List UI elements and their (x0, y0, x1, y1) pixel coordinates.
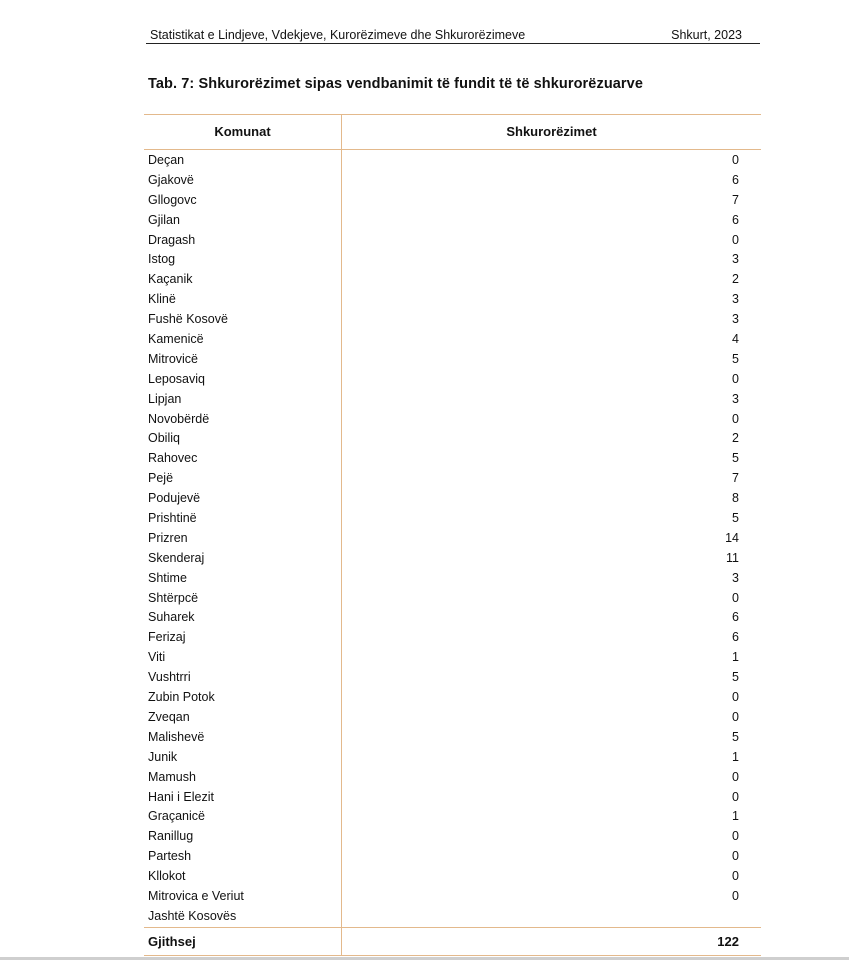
table-row (144, 847, 761, 867)
table-row (144, 807, 761, 827)
divorce-count: 5 (732, 729, 739, 744)
municipality-name: Fushë Kosovë (148, 312, 228, 327)
divorce-count: 3 (732, 391, 739, 406)
table-row (144, 151, 761, 171)
table-row (144, 370, 761, 390)
municipality-name: Jashtë Kosovës (148, 908, 237, 923)
municipality-name: Prizren (148, 530, 188, 545)
divorce-count: 0 (732, 829, 739, 844)
municipality-name: Rahovec (148, 451, 198, 466)
table-row (144, 330, 761, 350)
municipality-name: Istog (148, 252, 176, 267)
municipality-name: Gjilan (148, 212, 180, 227)
table-row (144, 489, 761, 509)
divorce-count: 1 (732, 809, 739, 824)
table-row (144, 250, 761, 270)
divorce-count: 6 (732, 610, 739, 625)
municipality-name: Obiliq (148, 431, 180, 446)
table-row (144, 350, 761, 370)
table-row (144, 788, 761, 808)
municipality-name: Kamenicë (148, 332, 204, 347)
municipality-name: Klinë (148, 292, 176, 307)
table-total-row (144, 927, 761, 956)
municipality-name: Zubin Potok (148, 690, 215, 705)
municipality-name: Kaçanik (148, 272, 193, 287)
divorce-count: 11 (726, 550, 739, 565)
divorce-count: 5 (732, 670, 739, 685)
divorce-count: 6 (732, 172, 739, 187)
divorce-count: 6 (732, 212, 739, 227)
divorce-count: 7 (732, 471, 739, 486)
divorce-count: 0 (732, 789, 739, 804)
municipality-name: Partesh (148, 849, 192, 864)
divorce-count: 0 (732, 153, 739, 167)
total-value: 122 (717, 933, 739, 949)
municipality-name: Prishtinë (148, 511, 197, 526)
table-row (144, 429, 761, 449)
table-row (144, 191, 761, 211)
divorce-count: 14 (725, 530, 739, 545)
divorce-count: 0 (732, 709, 739, 724)
table-row (144, 748, 761, 768)
table-row (144, 529, 761, 549)
table-row (144, 608, 761, 628)
municipality-name: Gjakovë (148, 172, 194, 187)
column-header-municipality: Komunat (144, 115, 342, 149)
municipality-name: Deçan (148, 153, 185, 167)
municipality-name: Gllogovc (148, 192, 197, 207)
table-row (144, 589, 761, 609)
divorce-count: 5 (732, 511, 739, 526)
table-row (144, 310, 761, 330)
table-row (144, 211, 761, 231)
table-title: Tab. 7: Shkurorëzimet sipas vendbanimit të fundit të të shkurorëzuarve (148, 76, 644, 92)
divorce-count: 2 (732, 272, 739, 287)
table-row (144, 708, 761, 728)
table-header-row (144, 114, 761, 150)
divorce-count: 8 (732, 491, 739, 506)
municipality-name: Zveqan (148, 709, 190, 724)
divorce-count: 0 (732, 888, 739, 903)
municipality-name: Ferizaj (148, 630, 186, 645)
table-row (144, 628, 761, 648)
table-row (144, 768, 761, 788)
divorce-count: 0 (732, 590, 739, 605)
municipality-name: Mitrovicë (148, 351, 199, 366)
divorce-count: 1 (732, 749, 739, 764)
table-row (144, 887, 761, 907)
municipality-name: Junik (148, 749, 178, 764)
municipality-name: Skenderaj (148, 550, 205, 565)
municipality-name: Mitrovica e Veriut (148, 888, 244, 903)
municipality-name: Ranillug (148, 829, 194, 844)
table-row (144, 469, 761, 489)
divorces-table (144, 114, 761, 956)
table-row (144, 390, 761, 410)
divorce-count: 5 (732, 351, 739, 366)
municipality-name: Dragash (148, 232, 196, 247)
divorce-count: 0 (732, 232, 739, 247)
report-date: Shkurt, 2023 (671, 28, 742, 42)
table-row (144, 827, 761, 847)
table-row (144, 231, 761, 251)
municipality-name: Mamush (148, 769, 196, 784)
table-row (144, 171, 761, 191)
table-row (144, 688, 761, 708)
divorce-count: 7 (732, 192, 739, 207)
table-row (144, 569, 761, 589)
municipality-name: Viti (148, 650, 166, 665)
table-row (144, 270, 761, 290)
divorce-count: 2 (732, 431, 739, 446)
municipality-name: Pejë (148, 471, 174, 486)
table-row (144, 867, 761, 887)
municipality-name: Vushtrri (148, 670, 191, 685)
municipality-name: Graçanicë (148, 809, 205, 824)
municipality-name: Hani i Elezit (148, 789, 214, 804)
municipality-name: Novobërdë (148, 411, 210, 426)
divorce-count: 0 (732, 849, 739, 864)
table-row (144, 668, 761, 688)
page-header (146, 26, 760, 44)
report-title: Statistikat e Lindjeve, Vdekjeve, Kurorëzimeve dhe Shkurorëzimeve (150, 28, 526, 42)
municipality-name: Shtime (148, 570, 187, 585)
divorce-count: 0 (732, 411, 739, 426)
divorce-count: 0 (732, 769, 739, 784)
divorce-count: 3 (732, 252, 739, 267)
table-row (144, 907, 761, 927)
table-row (144, 549, 761, 569)
total-label: Gjithsej (148, 933, 196, 949)
divorce-count: 3 (732, 292, 739, 307)
table-row (144, 648, 761, 668)
divorce-count: 0 (732, 371, 739, 386)
table-row (144, 290, 761, 310)
table-row (144, 410, 761, 430)
table-row (144, 728, 761, 748)
municipality-name: Lipjan (148, 391, 182, 406)
divorce-count: 0 (732, 690, 739, 705)
divorce-count: 0 (732, 869, 739, 884)
divorce-count: 3 (732, 570, 739, 585)
divorce-count: 3 (732, 312, 739, 327)
municipality-name: Kllokot (148, 869, 186, 884)
divorce-count: 1 (732, 650, 739, 665)
municipality-name: Malishevë (148, 729, 205, 744)
divorce-count: 5 (732, 451, 739, 466)
column-header-divorces: Shkurorëzimet (506, 124, 597, 139)
table-row (144, 509, 761, 529)
municipality-name: Leposaviq (148, 371, 205, 386)
municipality-name: Shtërpcë (148, 590, 199, 605)
municipality-name: Podujevë (148, 491, 201, 506)
divorce-count: 6 (732, 630, 739, 645)
table-body (144, 150, 761, 927)
table-row (144, 449, 761, 469)
municipality-name: Suharek (148, 610, 195, 625)
divorce-count: 4 (732, 332, 739, 347)
